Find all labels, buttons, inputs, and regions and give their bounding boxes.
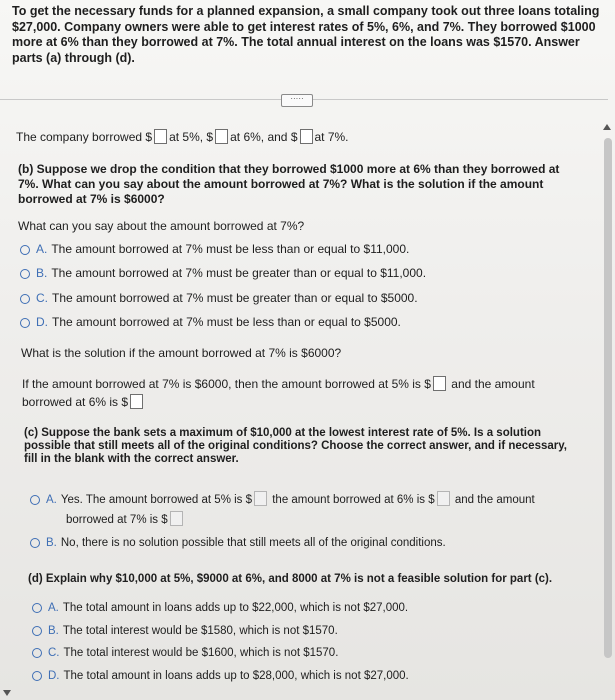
radio-icon[interactable]: [30, 538, 40, 548]
answer-box-c-6pct[interactable]: [437, 491, 450, 506]
radio-icon[interactable]: [32, 648, 42, 658]
part-a-answer-line: [16, 129, 349, 145]
radio-icon[interactable]: [30, 495, 40, 505]
part-b-fill-line-2: borrowed at 6% is $: [22, 394, 145, 410]
part-a-text-3: at 6%, and $: [230, 130, 298, 144]
part-b-subquestion: What can you say about the amount borrowed at 7%?: [18, 219, 305, 233]
part-b-question: (b) Suppose we drop the condition that they borrowed $1000 more at 6% than they borrowed at 7%. What can you say about the amount borrowed at 7%? What is the solution if the amount borrowed at 7% is $6000?: [18, 162, 560, 206]
part-d-option-a[interactable]: A. The total amount in loans adds up to $22,000, which is not $27,000.: [32, 601, 408, 616]
part-b-option-b[interactable]: B. The amount borrowed at 7% must be greater than or equal to $11,000.: [20, 266, 426, 281]
part-c-option-a-line-2: borrowed at 7% is $: [66, 511, 185, 528]
part-a-text-4: at 7%.: [314, 130, 349, 144]
part-d-question: (d) Explain why $10,000 at 5%, $9000 at 6%, and 8000 at 7% is not a feasible solution for part (c).: [28, 573, 553, 585]
part-b-option-d[interactable]: D. The amount borrowed at 7% must be less than or equal to $5000.: [20, 315, 401, 330]
answer-box-c-7pct[interactable]: [170, 511, 183, 526]
problem-statement: To get the necessary funds for a planned expansion, a small company took out three loans totaling $27,000. Company owners were able to get interest rates of 5%, 6%, and 7%. They borrowed $1000 more at 6% than they borrowed at 7%. The total annual interest on the loans was $1570. Answer parts (a) through (d).: [12, 4, 600, 65]
scroll-down-icon[interactable]: [3, 690, 11, 696]
part-b-option-a[interactable]: A. The amount borrowed at 7% must be less than or equal to $11,000.: [20, 242, 409, 257]
answer-box-5pct-b[interactable]: [433, 376, 446, 391]
part-a-text-2: at 5%, $: [169, 130, 214, 144]
answer-box-6pct[interactable]: [215, 129, 228, 144]
part-b-option-c[interactable]: C. The amount borrowed at 7% must be greater than or equal to $5000.: [20, 291, 418, 306]
radio-icon[interactable]: [20, 318, 30, 328]
answer-box-c-5pct[interactable]: [254, 491, 267, 506]
radio-icon[interactable]: [20, 294, 30, 304]
part-c-option-b[interactable]: B. No, there is no solution possible that still meets all of the original conditions.: [30, 536, 446, 551]
radio-icon[interactable]: [32, 671, 42, 681]
part-d-option-b[interactable]: B. The total interest would be $1580, which is not $1570.: [32, 624, 338, 639]
part-d-option-d[interactable]: D. The total amount in loans adds up to $28,000, which is not $27,000.: [32, 669, 409, 684]
answer-box-7pct[interactable]: [300, 129, 313, 144]
part-c-option-a[interactable]: A. Yes. The amount borrowed at 5% is $ the amount borrowed at 6% is $ and the amount: [30, 491, 535, 508]
part-a-text-1: The company borrowed $: [16, 130, 153, 144]
part-b-fill-line-1: If the amount borrowed at 7% is $6000, then the amount borrowed at 5% is $ and the amount: [22, 377, 535, 391]
scroll-up-icon[interactable]: [603, 124, 611, 130]
answer-box-5pct[interactable]: [154, 129, 167, 144]
part-c-question: (c) Suppose the bank sets a maximum of $10,000 at the lowest interest rate of 5%. Is a solution possible that still meets all of the original conditions? Choose the correct answer, and if necessary, fill in the blank with the correct answer.: [24, 427, 567, 465]
answer-box-6pct-b[interactable]: [130, 394, 143, 409]
radio-icon[interactable]: [32, 626, 42, 636]
part-d-option-c[interactable]: C. The total interest would be $1600, which is not $1570.: [32, 646, 338, 661]
expand-button[interactable]: ·····: [281, 94, 313, 107]
radio-icon[interactable]: [32, 603, 42, 613]
radio-icon[interactable]: [20, 269, 30, 279]
scrollbar-thumb[interactable]: [604, 138, 612, 658]
part-b-solution-question: What is the solution if the amount borrowed at 7% is $6000?: [21, 346, 342, 360]
radio-icon[interactable]: [20, 245, 30, 255]
